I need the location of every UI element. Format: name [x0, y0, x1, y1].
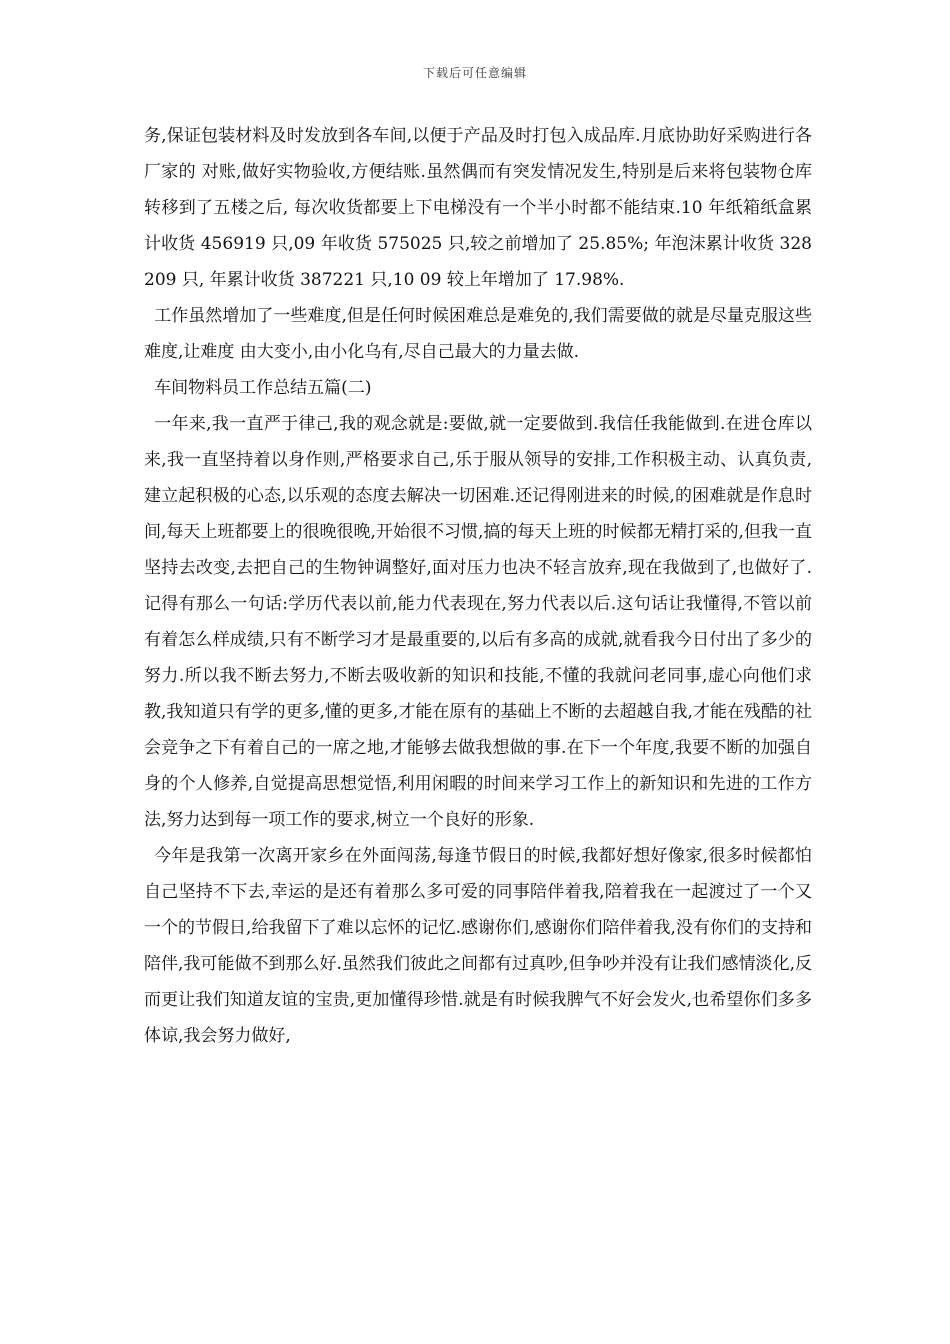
paragraph-continued: 务,保证包装材料及时发放到各车间,以便于产品及时打包入成品库.月底协助好采购进行各厂家的 对账,做好实物验收,方便结账.虽然偶而有突发情况发生,特别是后来将包装物仓库转移到了五楼之后, 每次收货都要上下电梯没有一个半小时都不能结束.10 年纸箱纸盒累计收货 456919 只,09 年收货 575025 只,较之前增加了 25.85%; 年泡沫累计收货 328209 只, 年累计收货 387221 只,10 09 较上年增加了 17.98%. — [144, 126, 812, 290]
section-title: 车间物料员工作总结五篇(二) — [154, 378, 372, 398]
page-header: 下载后可任意编辑 — [422, 66, 527, 80]
paragraph-year-review: 一年来,我一直严于律己,我的观念就是:要做,就一定要做到.我信任我能做到.在进仓库以来,我一直坚持着以身作则,严格要求自己,乐于服从领导的安排,工作积极主动、认真负责,建立起积极的心态,以乐观的态度去解决一切困难.还记得刚进来的时候,的困难就是作息时间,每天上班都要上的很晚很晚,开始很不习惯,搞的每天上班的时候都无精打采的,但我一直坚持去改变,去把自己的生物钟调整好,面对压力也决不轻言放弃,现在我做到了,也做好了.记得有那么一句话:学历代表以前,能力代表现在,努力代表以后.这句话让我懂得,不管以前有着怎么样成绩,只有不断学习才是最重要的,以后有多高的成就,就看我今日付出了多少的努力.所以我不断去努力,不断去吸收新的知识和技能,不懂的我就问老同事,虚心向他们求教,我知道只有学的更多,懂的更多,才能在原有的基础上不断的去超越自我,才能在残酷的社会竞争之下有着自己的一席之地,才能够去做我想做的事.在下一个年度,我要不断的加强自身的个人修养,自觉提高思想觉悟,利用闲暇的时间来学习工作上的新知识和先进的工作方法,努力达到每一项工作的要求,树立一个良好的形象. — [144, 414, 812, 830]
document-body — [144, 118, 812, 1054]
paragraph-colleagues: 今年是我第一次离开家乡在外面闯荡,每逢节假日的时候,我都好想好像家,很多时候都怕自己坚持不下去,幸运的是还有着那么多可爱的同事陪伴着我,陪着我在一起渡过了一个又一个的节假日,给我留下了难以忘怀的记忆.感谢你们,感谢你们陪伴着我,没有你们的支持和陪伴,我可能做不到那么好.虽然我们彼此之间都有过真吵,但争吵并没有让我们感情淡化,反而更让我们知道友谊的宝贵,更加懂得珍惜.就是有时候我脾气不好会发火,也希望你们多多体谅,我会努力做好, — [144, 846, 812, 1046]
paragraph-difficulty: 工作虽然增加了一些难度,但是任何时候困难总是难免的,我们需要做的就是尽量克服这些难度,让难度 由大变小,由小化乌有,尽自己最大的力量去做. — [144, 306, 812, 362]
